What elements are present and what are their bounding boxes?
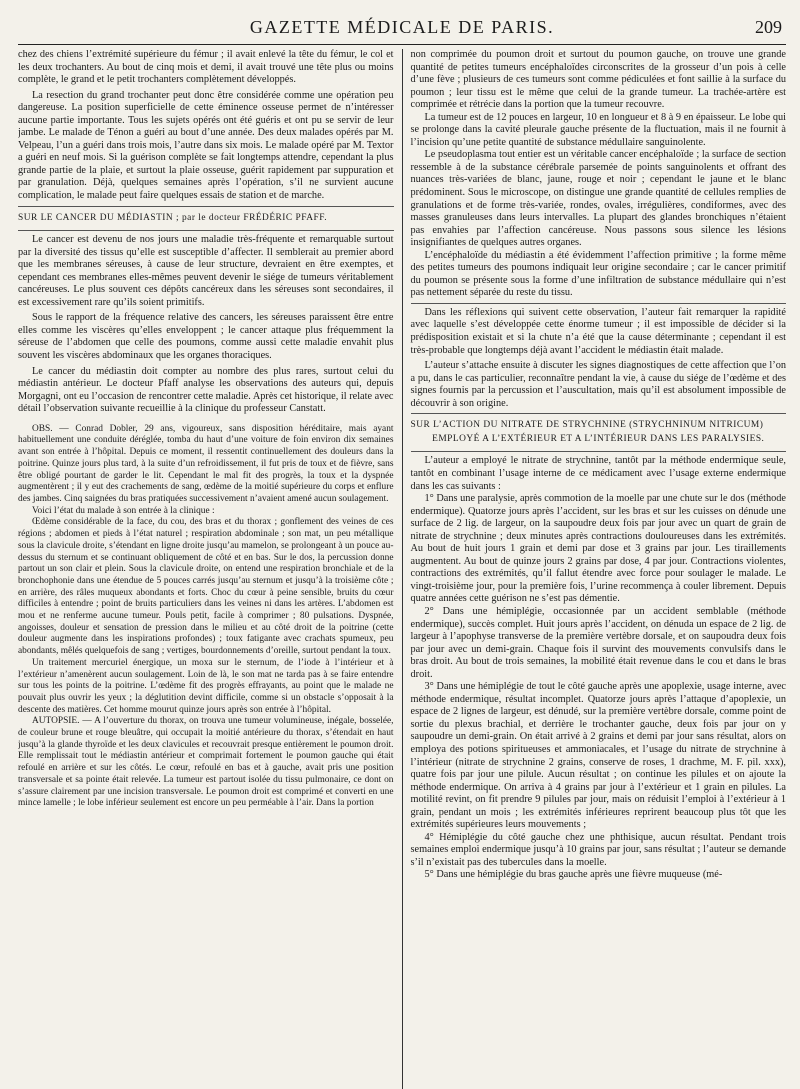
paragraph: La tumeur est de 12 pouces en largeur, 10 en longueur et 8 à 9 en épaisseur. Le lobe qui se prolonge dans la cavité pleurale gauche présente de la fluctuation, mais il ne fournit à l’incision qu’une petite quantité de substance médullaire sanguinolente. bbox=[410, 111, 786, 148]
divider bbox=[411, 413, 787, 414]
paragraph: 4° Hémiplégie du côté gauche chez une phthisique, aucun résultat. Pendant trois semaines emploi endermique jusqu’à 10 grains par jour, sans résultat ; l’auteur se demande s’il n’existait pas des tubercules dans la moelle. bbox=[410, 831, 786, 868]
paragraph: 5° Dans une hémiplégie du bras gauche après une fièvre muqueuse (mé- bbox=[424, 869, 723, 881]
paragraph: 3° Dans une hémiplégie de tout le côté gauche après une apoplexie, usage interne, avec méthode endermique, résultat incomplet. Quatorze jours après l’attaque d’apoplexie, un espace de 2 lignes de largeur, est dénudé, sur la première vertèbre dorsale, comme point de sortie du plexus brachial, et derrière le trochanter gauche, deux fois par jour on y saupoudre un demi-grain. On était arrivé à 2 grains et demi par jour sans résultat, alors on employa des potions spiritueuses et ammoniacales, et l’usage du nitrate de strychnine à l’intérieur (nitrate de strychnine 2 grains, conserve de roses, 1 drachme, M. F. pil. xxx), quatre fois par jour une pilule. Aucun résultat ; on continue les pilules et on ajoute la méthode endermique. On arriva à 4 grains par jour à l’extérieur et 1 grain en pilules. La motilité revint, on fit prendre 9 pilules par jour, mais on réduisit l’emploi à l’extérieur à 1 grain, pendant un mois ; les extrémités inférieures reprirent beaucoup plus tôt que les extrémités supérieures leurs mouvements ; bbox=[410, 681, 786, 831]
publication-title: GAZETTE MÉDICALE DE PARIS. bbox=[249, 17, 555, 37]
paragraph: 1° Dans une paralysie, après commotion de la moelle par une chute sur le dos (méthode endermique). Quatorze jours après l’accident, sur les bras et sur les cuisses on dénude une surface de 2 lig. de largeur, on la saupoudre deux fois par jour avec un quart de grain de nitrate de strychnine ; deux minutes après contractions douloureuses dans les extrémités. Au bout de huit jours 1 grain et demi par dose et 3 grains par jour. Les tiraillements augmentent. Au bout de quinze jours 2 grains par dose, 4 par jour. Contractions violentes, contractions des extrémités, qu’il fallut étendre avec force pour soulager le malade. Le vingt-troisième jour, pour la première fois, l’urine recommença à couler librement. Depuis quatre années cette guérison ne s’est pas démentie. bbox=[410, 493, 786, 605]
observation-paragraph: Œdème considérable de la face, du cou, des bras et du thorax ; gonflement des veines de ces régions ; abdomen et pieds à l’état naturel ; respiration abdominale ; son mat, un peu métallique sous la clavicule droite, s’étendant en ligne droite jusqu’au mamelon, se prolongeant à un pouce au-dessus du sternum et se continuant obliquement de côté et en bas. Sur le dos, la percussion donne partout un son clair et plein. Sous la clavicule droite, on entend une respiration bronchiale et de la bronchophonie dans une étendue de 5 pouces carrés jusqu’au sternum et jusqu’à la troisième côte ; en arrière, des râles muqueux abondants et forts. Choc du cœur à peine sensible, bruits du cœur difficiles à entendre ; point de bruits particuliers dans les veines ni dans les artères. L’abdomen est mou et ne renferme aucune tumeur. Pouls petit, facile à comprimer ; 80 pulsations. Dyspnée, angoisses, douleur et sensation de pression dans le milieu et au côté droit de la poitrine (cette douleur augmente dans les inspirations profondes) ; toux fatigante avec crachats spumeux, peu abondants, mêlés quelquefois de sang ; vertiges, bourdonnements d’oreille, surtout pendant la toux. bbox=[18, 517, 394, 657]
paragraph: Le pseudoplasma tout entier est un véritable cancer encéphaloïde ; la surface de section ressemble à de la substance cérébrale parsemée de points sanguinolents et offrant des nuances très-variées de blanc, jaune, rouge et noir ; cependant le jaune et le blanc prédominent. Sous le microscope, on distingue une grande quantité de cellules remplies de granulations et de forme très-variée, rondes, ovales, irrégulières, condiformes, avec des masses granuleuses dans leurs intervalles. La plupart des glandes bronchiques n’étaient pas envahies par l’affection cancéreuse. Nous passons sous silence les lésions insignifiantes de quelques autres organes. bbox=[410, 149, 786, 249]
paragraph: La resection du grand trochanter peut donc être considérée comme une opération peu dangereuse. La position superficielle de cette éminence osseuse permet de n’intéresser aucune partie importante. Tous les sujets opérés ont été guéris et ont pu se servir de leur jambe. Le malade de Ténon a guéri au bout d’une année. Des deux malades opérés par M. Velpeau, l’un a guéri dans trois mois, l’autre dans six mois. Le malade opéré par M. Textor a guéri en neuf mois. Si la guérison complète se fait longtemps attendre, cependant la plus grande partie de la plaie, et surtout la plaie osseuse, guérit rapidement par suppuration et par granulation. Déjà, quelques semaines après l’opération, s’il ne survient aucune complication, le malade peut faire quelques essais de station et de marche. bbox=[18, 89, 394, 202]
paragraph: L’auteur s’attache ensuite à discuter les signes diagnostiques de cette affection que l’on a pu, dans le cas particulier, reconnaître pendant la vie, à cause du siége de l’œdème et des signes fournis par la percussion et l’auscultation, mais qu’il est absolument impossible de découvrir à son origine. bbox=[410, 360, 786, 409]
paragraph: Le cancer est devenu de nos jours une maladie très-fréquente et remarquable surtout par la diversité des tissus qu’elle est susceptible d’affecter. Il semblerait au premier abord que les membranes séreuses, à cause de leur structure, devraient en être exemptes, et cependant ces membranes elles-mêmes peuvent devenir le siége de tumeurs véritablement cancéreuses. Le plus souvent ces dépôts cancéreux dans les séreuses sont secondaires, il est excessivement rare qu’ils soient primitifs. bbox=[18, 234, 394, 308]
observation-paragraph: Voici l’état du malade à son entrée à la clinique : bbox=[32, 505, 215, 516]
observation-paragraph: OBS. — Conrad Dobler, 29 ans, vigoureux, sans disposition héréditaire, mais ayant habituellement une conduite déréglée, tomba du haut d’une voiture de foin environ dix semaines avant son entrée à l’hôpital. Depuis ce moment, il ressentit continuellement des douleurs dans la poitrine. Quinze jours plus tard, à la suite d’un refroidissement, il fut pris de toux et de fièvre, sans être obligé pourtant de garder le lit. Cependant le mal fit des progrès, la toux et la dyspnée augmentèrent ; il y eut des crachements de sang, œdème de la moitié supérieure du corps et enflure des jambes. Cinq saignées du bras pratiquées successivement n’avaient amené aucun soulagement. bbox=[18, 423, 394, 504]
paragraph: L’auteur a employé le nitrate de strychnine, tantôt par la méthode endermique seule, tantôt en combinant l’usage interne de ce médicament avec l’usage externe endermique dans les cas suivants : bbox=[410, 455, 786, 492]
article-heading-line-1: SUR L’ACTION DU NITRATE DE STRYCHNINE (STRYCHNINUM NITRICUM) bbox=[410, 420, 764, 431]
columns bbox=[18, 49, 786, 1089]
paragraph: chez des chiens l’extrémité supérieure du fémur ; il avait enlevé la tête du fémur, le col et les deux trochanters. Au bout de cinq mois et demi, il avait trouvé une tête plus ou moins complète, le grand et le petit trochanters complètement développés. bbox=[18, 49, 394, 86]
left-column bbox=[18, 49, 402, 1089]
divider bbox=[18, 206, 394, 207]
paragraph: Sous le rapport de la fréquence relative des cancers, les séreuses paraissent être entre elles comme les viscères qu’elles enveloppent ; le cancer attaque plus fréquemment la séreuse de l’abdomen que celle des poumons, comme aussi cette maladie envahit plus souvent les viscères abdominaux que les organes thoraciques. bbox=[18, 312, 394, 362]
article-heading: SUR LE CANCER DU MÉDIASTIN ; par le docteur FRÉDÉRIC PFAFF. bbox=[18, 212, 328, 223]
divider bbox=[411, 451, 787, 452]
paragraph: L’encéphaloïde du médiastin a été évidemment l’affection primitive ; la forme même des petites tumeurs des poumons indiquait leur origine secondaire ; car le cancer primitif du poumon se présente sous la forme d’une infiltration de substance médullaire qui n’est pas nettement séparée du reste du tissu. bbox=[410, 249, 786, 299]
divider bbox=[411, 303, 787, 304]
paragraph: Dans les réflexions qui suivent cette observation, l’auteur fait remarquer la rapidité avec laquelle s’est développée cette énorme tumeur ; il est impossible de décider si la prédisposition existait et si la chute n’a été que la cause déterminante ; cependant il est très-probable que longtemps déjà avant l’accident le médiastin était malade. bbox=[410, 306, 786, 356]
divider bbox=[18, 230, 394, 231]
paragraph: 2° Dans une hémiplégie, occasionnée par un accident semblable (méthode endermique), succès complet. Huit jours après l’accident, on dénuda un espace de 2 lig. de largeur à l’apophyse transverse de la première vertèbre dorsale, et on saupoudra deux fois par jour avec un demi-grain. Chaque fois il survint des mouvements convulsifs dans le bras droit. Au bout de trois semaines, la mobilité était revenue dans le cou et dans le bras droit. bbox=[410, 605, 786, 680]
paragraph: Le cancer du médiastin doit compter au nombre des plus rares, surtout celui du médiastin antérieur. Le docteur Pfaff analyse les observations des auteurs qui, depuis Morgagni, ont eu l’occasion de rencontrer cette maladie. Après cet historique, il relate avec détail l’observation suivante recueillie à la clinique du professeur Canstatt. bbox=[18, 365, 394, 415]
right-column bbox=[402, 49, 787, 1089]
observation-paragraph: Un traitement mercuriel énergique, un moxa sur le sternum, de l’iode à l’intérieur et à l’extérieur n’amenèrent aucun soulagement. Loin de là, le son mat ne tarda pas à se faire entendre sur tous les points de la poitrine. L’œdème fit des progrès effrayants, au point que le malade ne pouvait plus ouvrir les yeux ; la déglutition devint difficile, comme si un obstacle s’opposait à la descente des matières. Cet homme mourut quinze jours après son entrée à l’hôpital. bbox=[18, 657, 394, 715]
paragraph: non comprimée du poumon droit et surtout du poumon gauche, on trouve une grande quantité de petites tumeurs encéphaloïdes circonscrites de la grosseur d’un pois à celle d’une fève ; plusieurs de ces tumeurs sont comme pédiculées et font saillie à la surface du poumon ; leur tissu est le même que celui de la grande tumeur. La trachée-artère est comprimée et rétrécie dans la portion que la tumeur recouvre. bbox=[410, 49, 786, 111]
masthead bbox=[18, 14, 786, 45]
article-heading-line-2: EMPLOYÉ A L’EXTÉRIEUR ET A L’INTÉRIEUR DANS LES PARALYSIES. bbox=[432, 433, 765, 444]
autopsy-paragraph: AUTOPSIE. — A l’ouverture du thorax, on trouva une tumeur volumineuse, inégale, bosselée, de couleur brune et rouge bleuâtre, qui occupait la moitié antérieure du thorax, s’étendait en haut jusqu’à la glande thyroïde et les deux clavicules et recouvrait presque entièrement le poumon droit. Elle remplissait tout le médiastin antérieur et comprimait fortement le poumon gauche qui était refoulé en arrière et sur les côtés. Le cœur, refoulé en bas et à gauche, avait pris une position transversale et sa pointe était relevée. La tumeur est partout isolée du tissu pulmonaire, ce dont on s’assure clairement par une incision transversale. Le poumon droit est comprimé et converti en une mince lamelle ; le lobe inférieur seulement est encore un peu perméable à l’air. Dans la portion bbox=[18, 716, 394, 809]
page-number: 209 bbox=[755, 17, 782, 37]
